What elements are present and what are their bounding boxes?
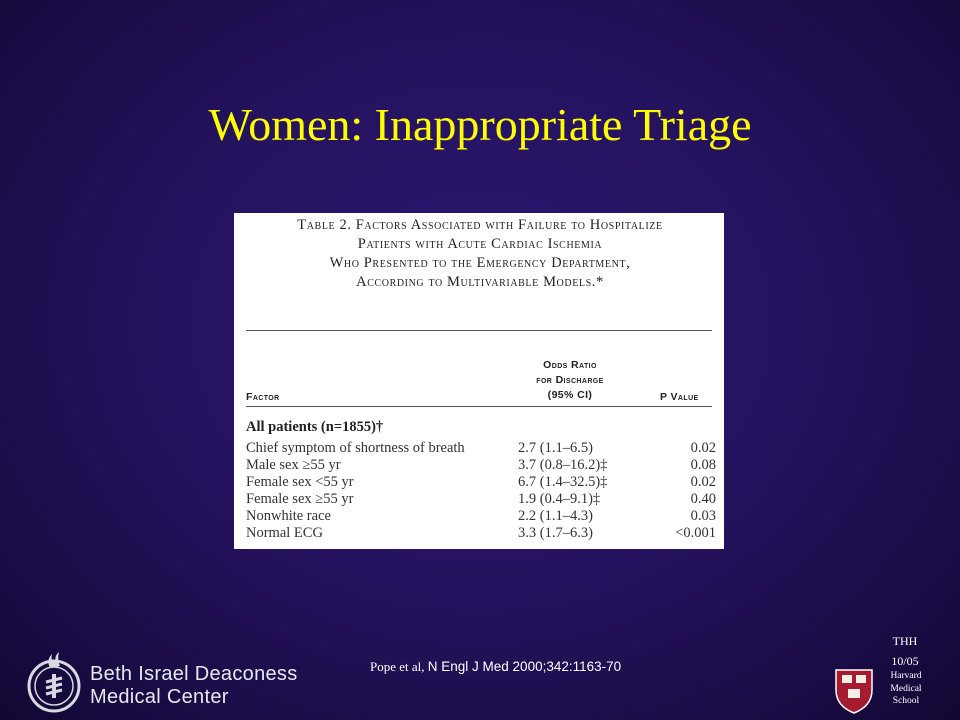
cell-odds-ratio: 6.7 (1.4–32.5)‡ — [518, 474, 608, 490]
table-row — [246, 440, 716, 457]
caption-line: Patients with Acute Cardiac Ischemia — [357, 236, 603, 252]
table-top-rule — [246, 330, 712, 331]
org-name-line: Medical Center — [90, 686, 229, 708]
cell-p-value: 0.03 — [690, 508, 716, 524]
table-row — [246, 474, 716, 491]
table-caption — [250, 216, 710, 292]
header-odds-ratio-line: for Discharge — [536, 374, 604, 386]
caption-line: According to Multivariable Models.* — [356, 274, 604, 290]
cell-factor: Female sex ≥55 yr — [246, 491, 354, 507]
harvard-shield-icon — [834, 668, 874, 714]
header-odds-ratio-line: (95% CI) — [547, 389, 593, 401]
table-row — [246, 508, 716, 525]
bidmc-seal-icon — [24, 648, 84, 714]
cell-factor: Male sex ≥55 yr — [246, 457, 341, 473]
cell-factor: Chief symptom of shortness of breath — [246, 440, 465, 456]
citation — [370, 659, 621, 675]
school-name-line: Medical — [890, 684, 922, 694]
citation-journal: N Engl J Med 2000;342:1163-70 — [427, 659, 622, 674]
cell-odds-ratio: 3.7 (0.8–16.2)‡ — [518, 457, 608, 473]
header-odds-ratio-line: Odds Ratio — [543, 359, 597, 371]
header-p-value: P Value — [660, 391, 699, 403]
table-row — [246, 525, 716, 542]
cell-p-value: <0.001 — [675, 525, 716, 541]
school-name-line: Harvard — [890, 671, 922, 681]
cell-p-value: 0.02 — [690, 474, 716, 490]
author-initials: THH — [892, 634, 918, 648]
org-name-line: Beth Israel Deaconess — [90, 663, 298, 685]
header-factor: Factor — [246, 391, 280, 403]
cell-factor: Nonwhite race — [246, 508, 331, 524]
cell-odds-ratio: 1.9 (0.4–9.1)‡ — [518, 491, 601, 507]
table-header-rule — [246, 406, 712, 407]
cell-factor: Normal ECG — [246, 525, 323, 541]
cell-p-value: 0.08 — [690, 457, 716, 473]
cell-odds-ratio: 3.3 (1.7–6.3) — [518, 525, 593, 541]
slide-date: 10/05 — [891, 654, 919, 668]
cell-p-value: 0.40 — [690, 491, 716, 507]
table-row — [246, 457, 716, 474]
caption-line: Table 2. Factors Associated with Failure to Hospitalize — [297, 217, 663, 233]
header-odds-ratio — [500, 358, 640, 403]
slide-title: Women: Inappropriate Triage — [208, 99, 752, 150]
caption-line: Who Presented to the Emergency Department, — [329, 255, 631, 271]
cell-odds-ratio: 2.2 (1.1–4.3) — [518, 508, 593, 524]
group-label: All patients (n=1855)† — [246, 419, 384, 435]
table-row — [246, 491, 716, 508]
school-name-line: School — [892, 696, 920, 706]
cell-odds-ratio: 2.7 (1.1–6.5) — [518, 440, 593, 456]
citation-authors: Pope et al, — [370, 659, 425, 674]
cell-p-value: 0.02 — [690, 440, 716, 456]
cell-factor: Female sex <55 yr — [246, 474, 354, 490]
